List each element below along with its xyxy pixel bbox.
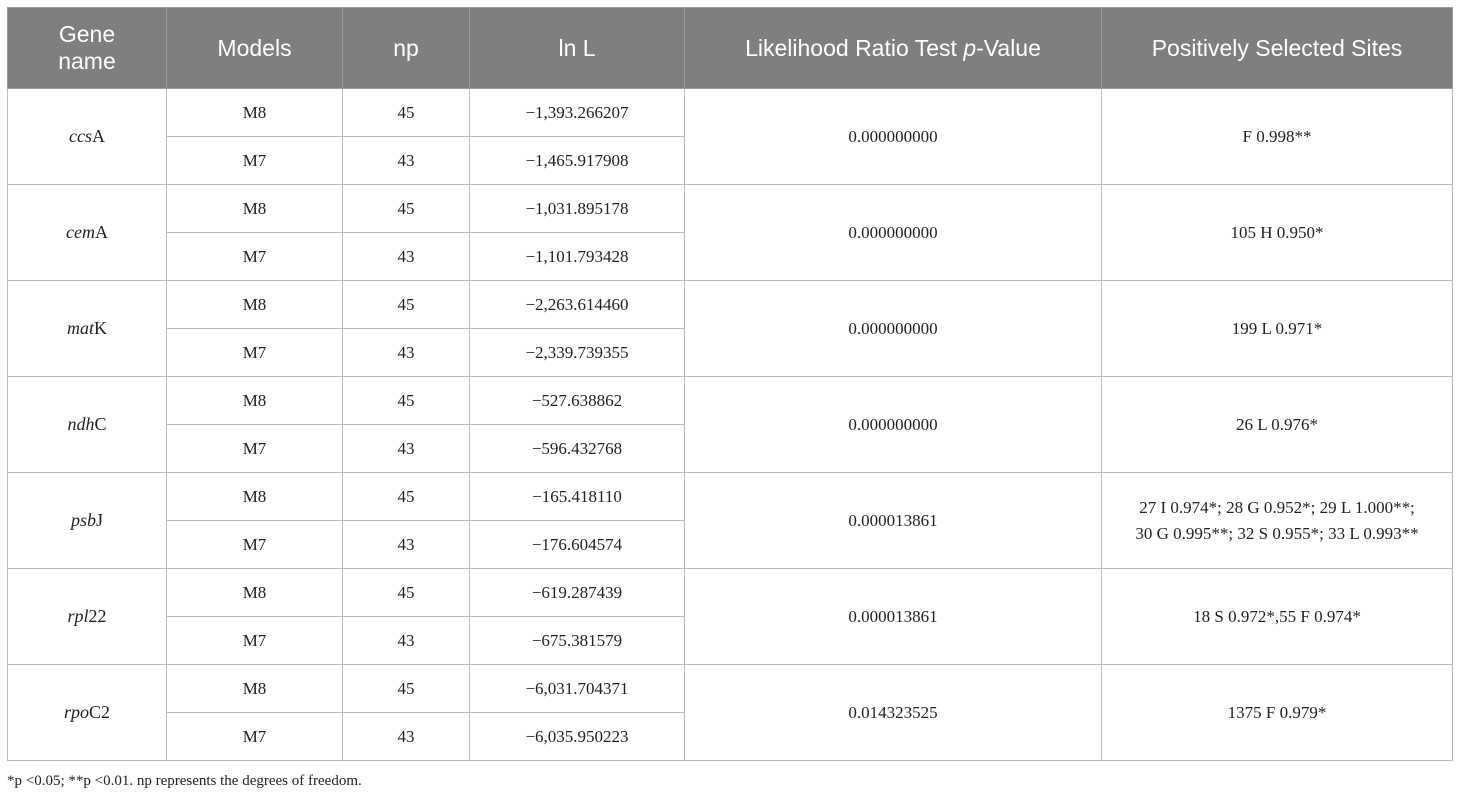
np-cell: 45 bbox=[343, 377, 470, 425]
header-row bbox=[8, 8, 1453, 89]
model-cell: M8 bbox=[167, 281, 343, 329]
model-cell: M7 bbox=[167, 329, 343, 377]
header-np: np bbox=[343, 8, 470, 89]
lnl-cell: −1,465.917908 bbox=[470, 137, 685, 185]
np-cell: 43 bbox=[343, 425, 470, 473]
np-cell: 43 bbox=[343, 137, 470, 185]
p-value-cell: 0.000000000 bbox=[685, 281, 1102, 377]
table-row bbox=[8, 665, 1453, 713]
model-cell: M7 bbox=[167, 617, 343, 665]
gene-name-cell: ccsA bbox=[8, 89, 167, 185]
model-cell: M7 bbox=[167, 233, 343, 281]
sites-cell: 1375 F 0.979* bbox=[1102, 665, 1453, 761]
model-cell: M7 bbox=[167, 425, 343, 473]
lnl-cell: −619.287439 bbox=[470, 569, 685, 617]
table-footnote: *p <0.05; **p <0.01. np represents the degrees of freedom. bbox=[7, 773, 362, 789]
header-positively-selected-sites: Positively Selected Sites bbox=[1102, 8, 1453, 89]
header-ln-l: ln L bbox=[470, 8, 685, 89]
p-value-cell: 0.000013861 bbox=[685, 473, 1102, 569]
np-cell: 45 bbox=[343, 185, 470, 233]
table-row bbox=[8, 377, 1453, 425]
table-row bbox=[8, 185, 1453, 233]
lnl-cell: −596.432768 bbox=[470, 425, 685, 473]
lnl-cell: −6,035.950223 bbox=[470, 713, 685, 761]
gene-name-cell: rpl22 bbox=[8, 569, 167, 665]
np-cell: 43 bbox=[343, 233, 470, 281]
lnl-cell: −527.638862 bbox=[470, 377, 685, 425]
model-cell: M8 bbox=[167, 89, 343, 137]
model-cell: M8 bbox=[167, 185, 343, 233]
np-cell: 45 bbox=[343, 281, 470, 329]
sites-cell: 27 I 0.974*; 28 G 0.952*; 29 L 1.000**; 30 G 0.995**; 32 S 0.955*; 33 L 0.993** bbox=[1102, 473, 1453, 569]
model-cell: M7 bbox=[167, 137, 343, 185]
lnl-cell: −2,263.614460 bbox=[470, 281, 685, 329]
header-lrt-p-value: Likelihood Ratio Test p-Value bbox=[685, 8, 1102, 89]
table-row bbox=[8, 473, 1453, 521]
table-row bbox=[8, 89, 1453, 137]
header-gene-name: Gene name bbox=[8, 8, 167, 89]
lnl-cell: −176.604574 bbox=[470, 521, 685, 569]
np-cell: 45 bbox=[343, 569, 470, 617]
gene-name-cell: ndhC bbox=[8, 377, 167, 473]
model-cell: M8 bbox=[167, 665, 343, 713]
gene-name-cell: cemA bbox=[8, 185, 167, 281]
model-cell: M8 bbox=[167, 377, 343, 425]
lnl-cell: −1,101.793428 bbox=[470, 233, 685, 281]
lnl-cell: −675.381579 bbox=[470, 617, 685, 665]
sites-cell: 105 H 0.950* bbox=[1102, 185, 1453, 281]
sites-cell: 26 L 0.976* bbox=[1102, 377, 1453, 473]
lnl-cell: −1,031.895178 bbox=[470, 185, 685, 233]
p-value-cell: 0.014323525 bbox=[685, 665, 1102, 761]
table-row bbox=[8, 281, 1453, 329]
model-cell: M8 bbox=[167, 473, 343, 521]
header-models: Models bbox=[167, 8, 343, 89]
np-cell: 45 bbox=[343, 665, 470, 713]
gene-name-cell: matK bbox=[8, 281, 167, 377]
lnl-cell: −165.418110 bbox=[470, 473, 685, 521]
model-cell: M7 bbox=[167, 713, 343, 761]
np-cell: 43 bbox=[343, 521, 470, 569]
np-cell: 43 bbox=[343, 617, 470, 665]
gene-name-cell: rpoC2 bbox=[8, 665, 167, 761]
p-value-cell: 0.000000000 bbox=[685, 185, 1102, 281]
np-cell: 43 bbox=[343, 329, 470, 377]
sites-cell: 18 S 0.972*,55 F 0.974* bbox=[1102, 569, 1453, 665]
results-table bbox=[7, 7, 1453, 761]
model-cell: M8 bbox=[167, 569, 343, 617]
model-cell: M7 bbox=[167, 521, 343, 569]
p-value-cell: 0.000000000 bbox=[685, 89, 1102, 185]
lnl-cell: −6,031.704371 bbox=[470, 665, 685, 713]
np-cell: 45 bbox=[343, 89, 470, 137]
p-value-cell: 0.000013861 bbox=[685, 569, 1102, 665]
lnl-cell: −1,393.266207 bbox=[470, 89, 685, 137]
np-cell: 43 bbox=[343, 713, 470, 761]
table-row bbox=[8, 569, 1453, 617]
sites-cell: 199 L 0.971* bbox=[1102, 281, 1453, 377]
lnl-cell: −2,339.739355 bbox=[470, 329, 685, 377]
gene-name-cell: psbJ bbox=[8, 473, 167, 569]
sites-cell: F 0.998** bbox=[1102, 89, 1453, 185]
p-value-cell: 0.000000000 bbox=[685, 377, 1102, 473]
np-cell: 45 bbox=[343, 473, 470, 521]
